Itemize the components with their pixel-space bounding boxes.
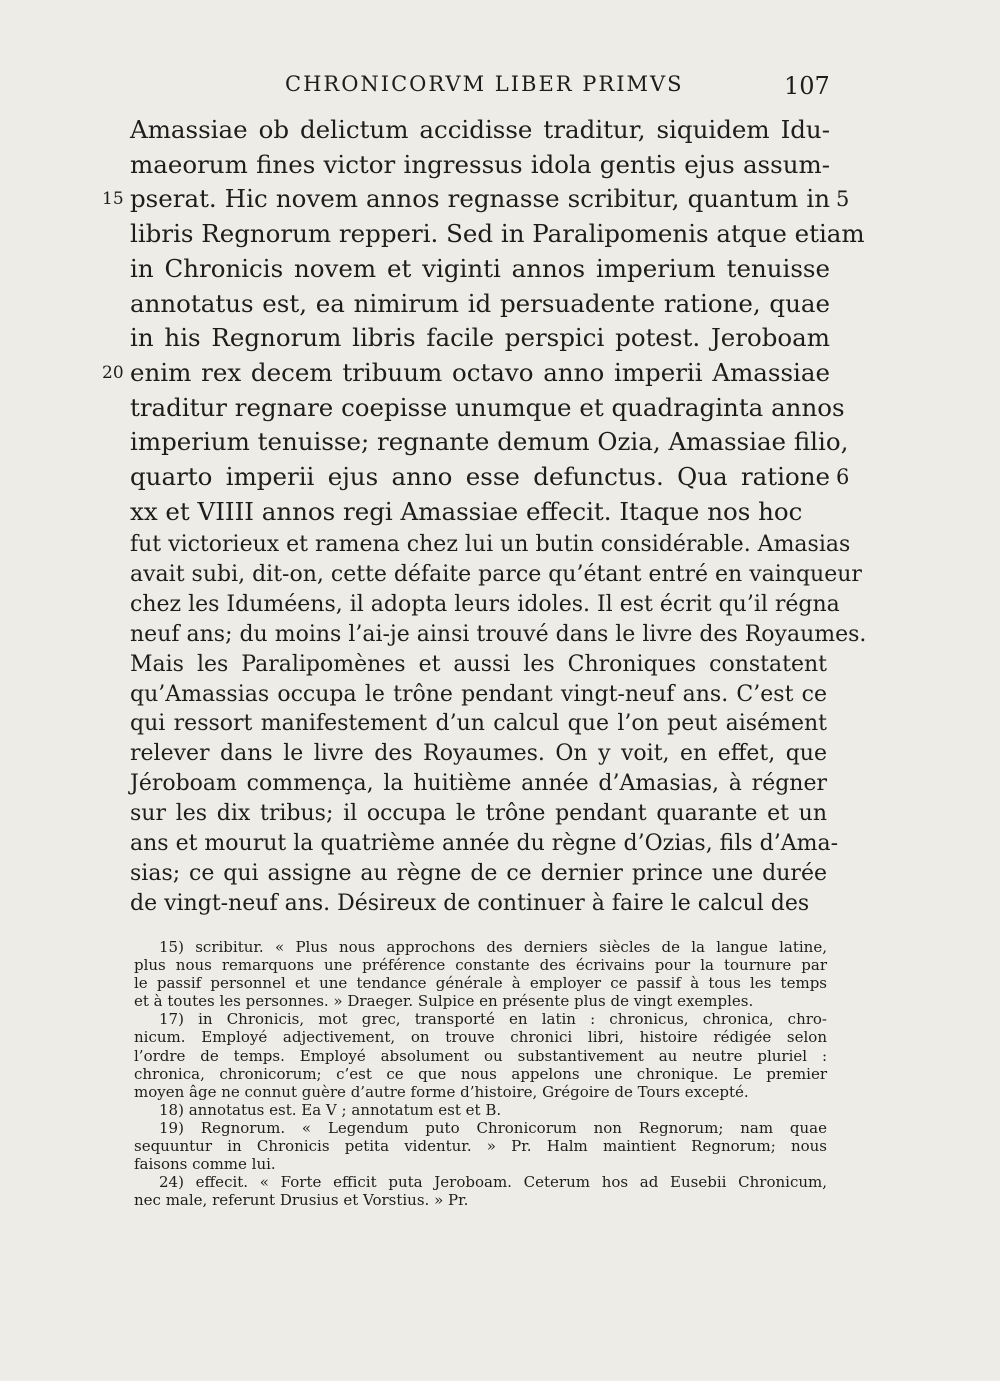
latin-line bbox=[130, 425, 849, 460]
footnote-line: et à toutes les personnes. » Draeger. Sulpice en présente plus de vingt exemples. bbox=[134, 992, 754, 1011]
margin-number: 5 bbox=[836, 187, 850, 212]
french-line: fut victorieux et ramena chez lui un butin considérable. Amasias bbox=[130, 532, 851, 557]
latin-line-text: quarto imperii ejus anno esse defunctus. Qua ratione bbox=[130, 462, 830, 492]
french-line: relever dans le livre des Royaumes. On y voit, en effet, que bbox=[130, 741, 827, 767]
latin-line-text: in Chronicis novem et viginti annos imperium tenuisse bbox=[130, 253, 830, 283]
french-line: Jéroboam commença, la huitième année d’Amasias, à régner bbox=[130, 771, 827, 797]
line-number: 15 bbox=[102, 189, 124, 210]
footnote-line: nicum. Employé adjectivement, on trouve chronici libri, histoire rédigée selon bbox=[134, 1028, 827, 1047]
footnote-line: 19) Regnorum. « Legendum puto Chronicorum non Regnorum; nam quae bbox=[159, 1118, 827, 1137]
french-line: neuf ans; du moins l’ai-je ainsi trouvé dans le livre des Royaumes. bbox=[130, 621, 867, 647]
french-translation bbox=[130, 530, 867, 919]
footnote-line: le passif personnel et une tendance générale à employer ce passif à tous les temps bbox=[134, 974, 827, 993]
french-line: de vingt-neuf ans. Désireux de continuer à faire le calcul des bbox=[130, 890, 810, 916]
footnote-line: nec male, referunt Drusius et Vorstius. » Pr. bbox=[134, 1191, 469, 1210]
latin-line bbox=[130, 148, 830, 183]
french-line: avait subi, dit-on, cette défaite parce qu’étant entré en vainqueur bbox=[130, 561, 862, 587]
latin-line bbox=[130, 460, 850, 495]
latin-line-text: Amassiae ob delictum accidisse traditur, siquidem Idu- bbox=[130, 115, 830, 144]
latin-line-text: enim rex decem tribuum octavo anno imperii Amassiae bbox=[130, 357, 830, 387]
latin-line-text: pserat. Hic novem annos regnasse scribitur, quantum in bbox=[130, 184, 830, 214]
latin-line bbox=[130, 391, 845, 426]
latin-line-text: traditur regnare coepisse unumque et quadraginta annos bbox=[130, 392, 845, 422]
french-line: qu’Amassias occupa le trône pendant vingt-neuf ans. C’est ce bbox=[130, 681, 827, 707]
latin-text bbox=[102, 113, 865, 529]
margin-number: 6 bbox=[836, 465, 850, 490]
french-line: chez les Iduméens, il adopta leurs idoles. Il est écrit qu’il régna bbox=[130, 591, 840, 617]
latin-line-text: xx et VIIII annos regi Amassiae effecit. Itaque nos hoc bbox=[130, 496, 803, 526]
running-head: CHRONICORVM LIBER PRIMVS bbox=[285, 72, 684, 96]
latin-line-text: imperium tenuisse; regnante demum Ozia, Amassiae filio, bbox=[130, 427, 849, 457]
french-line: ans et mourut la quatrième année du règne d’Ozias, fils d’Ama- bbox=[130, 831, 839, 857]
page-number: 107 bbox=[784, 72, 830, 100]
french-line: Mais les Paralipomènes et aussi les Chroniques constatent bbox=[130, 651, 827, 677]
latin-line bbox=[130, 321, 830, 356]
latin-line bbox=[130, 287, 830, 322]
latin-line-text: libris Regnorum repperi. Sed in Paralipomenis atque etiam bbox=[130, 219, 865, 249]
footnote-line: 15) scribitur. « Plus nous approchons des derniers siècles de la langue latine, bbox=[159, 938, 827, 956]
latin-line-text: in his Regnorum libris facile perspici potest. Jeroboam bbox=[130, 323, 830, 353]
latin-line bbox=[102, 356, 830, 391]
french-line: sur les dix tribus; il occupa le trône pendant quarante et un bbox=[130, 801, 827, 827]
line-number: 20 bbox=[102, 362, 124, 383]
latin-line bbox=[130, 495, 830, 530]
latin-line-text: maeorum fines victor ingressus idola gentis ejus assum- bbox=[130, 149, 830, 179]
footnote-line: faisons comme lui. bbox=[134, 1155, 276, 1174]
french-line: sias; ce qui assigne au règne de ce dernier prince une durée bbox=[130, 860, 827, 886]
latin-line bbox=[102, 182, 850, 217]
footnote-line: 17) in Chronicis, mot grec, transporté en latin : chronicus, chronica, chro- bbox=[159, 1010, 827, 1029]
footnote-line: 18) annotatus est. Ea V ; annotatum est et B. bbox=[159, 1100, 502, 1119]
footnote-line: moyen âge ne connut guère d’autre forme d’histoire, Grégoire de Tours excepté. bbox=[134, 1082, 749, 1101]
latin-line-text: annotatus est, ea nimirum id persuadente ratione, quae bbox=[130, 288, 830, 318]
footnotes bbox=[134, 938, 827, 1209]
footnote-line: l’ordre de temps. Employé absolument ou substantivement au neutre pluriel : bbox=[134, 1046, 827, 1065]
footnote-line: plus nous remarquons une préférence constante des écrivains pour la tournure par bbox=[134, 956, 827, 975]
french-line: qui ressort manifestement d’un calcul que l’on peut aisément bbox=[130, 711, 827, 737]
footnote-line: 24) effecit. « Forte efficit puta Jeroboam. Ceterum hos ad Eusebii Chronicum, bbox=[159, 1173, 827, 1192]
latin-line bbox=[130, 113, 830, 148]
footnote-line: sequuntur in Chronicis petita videntur. » Pr. Halm maintient Regnorum; nous bbox=[134, 1137, 827, 1156]
footnote-line: chronica, chronicorum; c’est ce que nous appelons une chronique. Le premier bbox=[134, 1064, 827, 1083]
latin-line bbox=[130, 217, 865, 252]
latin-line bbox=[130, 252, 830, 287]
